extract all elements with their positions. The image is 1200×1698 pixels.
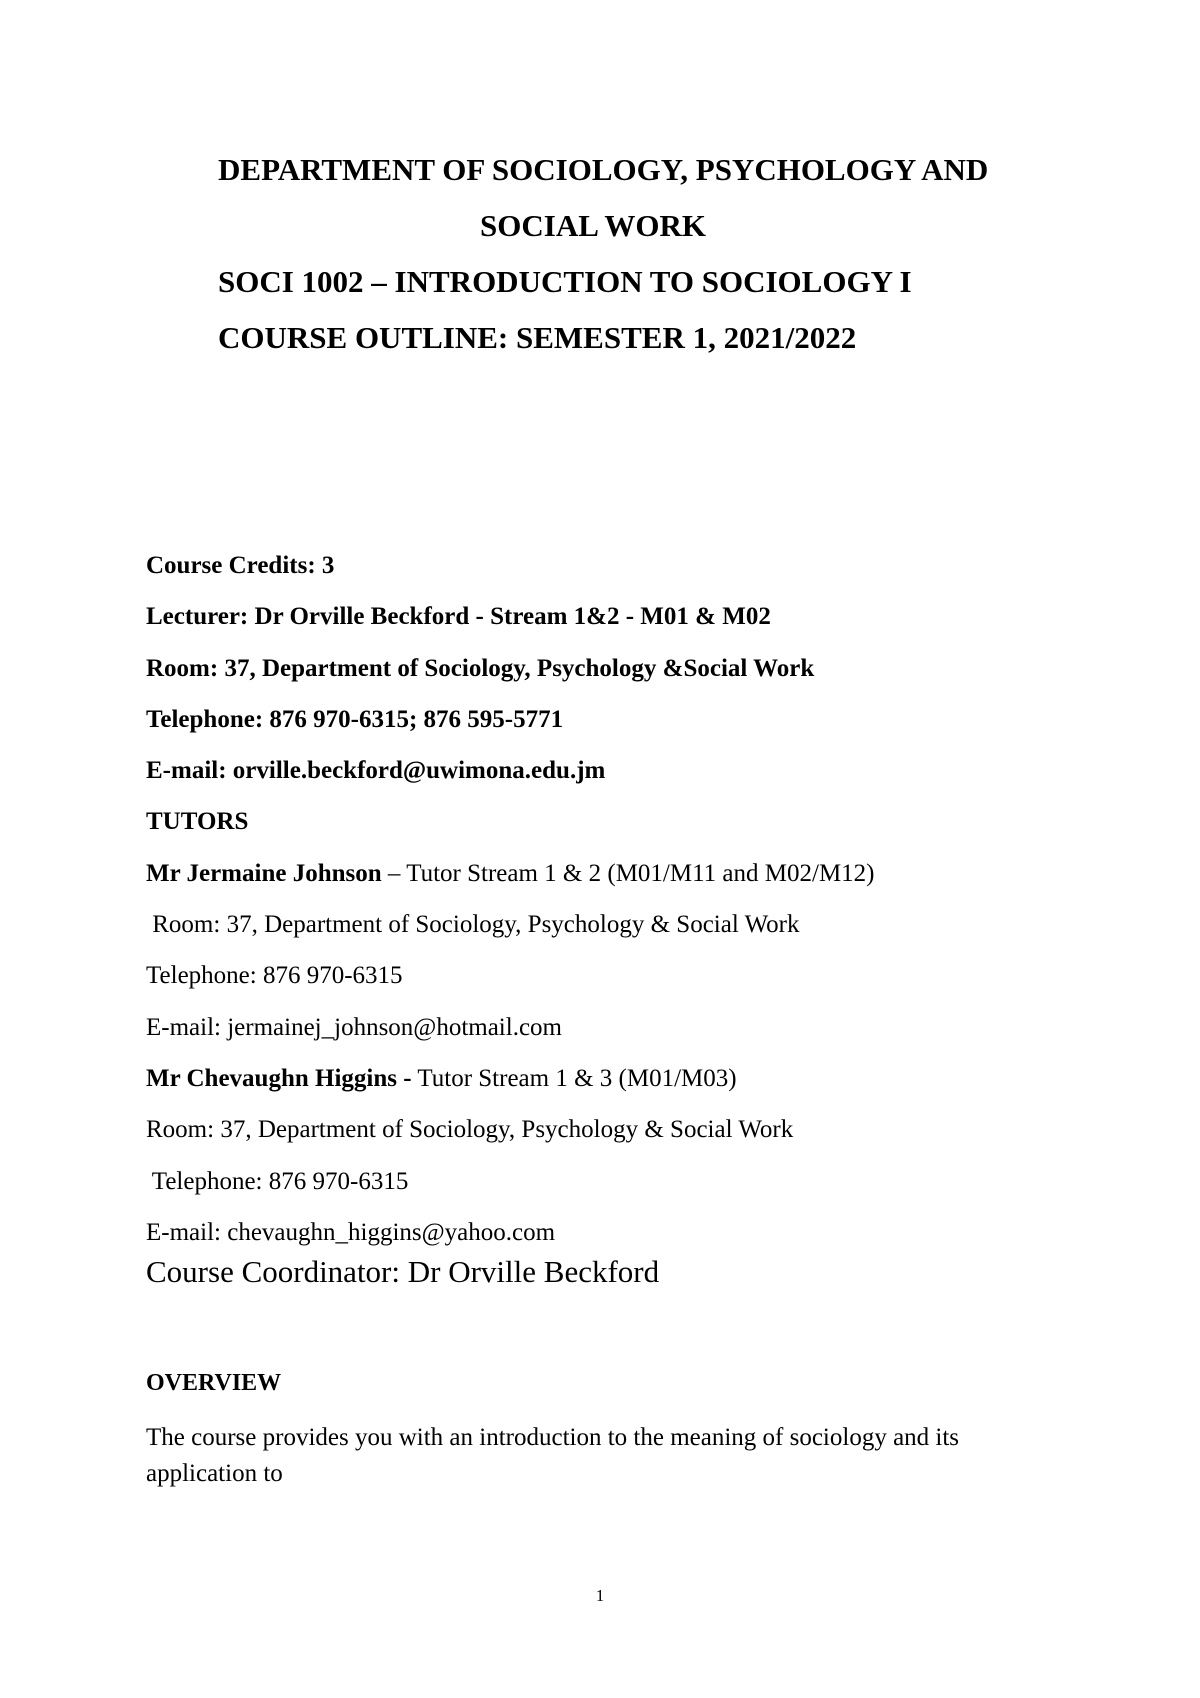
tutors-heading: TUTORS — [146, 808, 249, 836]
tutor-2-name: Mr Chevaughn Higgins - — [146, 1064, 412, 1092]
tutor-1-role: – Tutor Stream 1 & 2 (M01/M11 and M02/M12) — [381, 859, 875, 887]
tutor-2-role: Tutor Stream 1 & 3 (M01/M03) — [411, 1064, 737, 1092]
course-coordinator: Course Coordinator: Dr Orville Beckford — [146, 1254, 660, 1289]
tutor-2-telephone: Telephone: 876 970-6315 — [146, 1167, 409, 1195]
tutor-1-header — [146, 848, 1066, 899]
lecturer-info: Lecturer: Dr Orville Beckford - Stream 1&2 - M01 & M02 — [146, 603, 771, 631]
course-outline-title: COURSE OUTLINE: SEMESTER 1, 2021/2022 — [218, 320, 857, 355]
overview-text: The course provides you with an introduction to the meaning of sociology and its application to — [146, 1424, 960, 1487]
course-credits: Course Credits: 3 — [146, 552, 335, 579]
lecturer-telephone: Telephone: 876 970-6315; 876 595-5771 — [146, 705, 564, 733]
page-number: 1 — [595, 1586, 605, 1605]
tutor-2-header — [146, 1053, 1066, 1104]
document-header — [218, 142, 1038, 366]
tutor-1-name: Mr Jermaine Johnson — [146, 859, 382, 887]
department-title-line-1: DEPARTMENT OF SOCIOLOGY, PSYCHOLOGY AND — [218, 152, 989, 187]
course-title: SOCI 1002 – INTRODUCTION TO SOCIOLOGY I — [218, 264, 912, 299]
tutor-2-room: Room: 37, Department of Sociology, Psychology & Social Work — [146, 1116, 794, 1144]
tutor-1-room: Room: 37, Department of Sociology, Psychology & Social Work — [146, 911, 800, 939]
tutor-1-telephone: Telephone: 876 970-6315 — [146, 962, 403, 990]
department-title-line-2: SOCIAL WORK — [480, 208, 706, 243]
lecturer-email: E-mail: orville.beckford@uwimona.edu.jm — [146, 757, 606, 785]
overview-heading: OVERVIEW — [146, 1370, 282, 1396]
lecturer-room: Room: 37, Department of Sociology, Psychology &Social Work — [146, 654, 815, 682]
tutor-2-email: E-mail: chevaughn_higgins@yahoo.com — [146, 1218, 556, 1246]
course-info-section — [146, 540, 1066, 1258]
tutor-1-email: E-mail: jermainej_johnson@hotmail.com — [146, 1013, 562, 1041]
